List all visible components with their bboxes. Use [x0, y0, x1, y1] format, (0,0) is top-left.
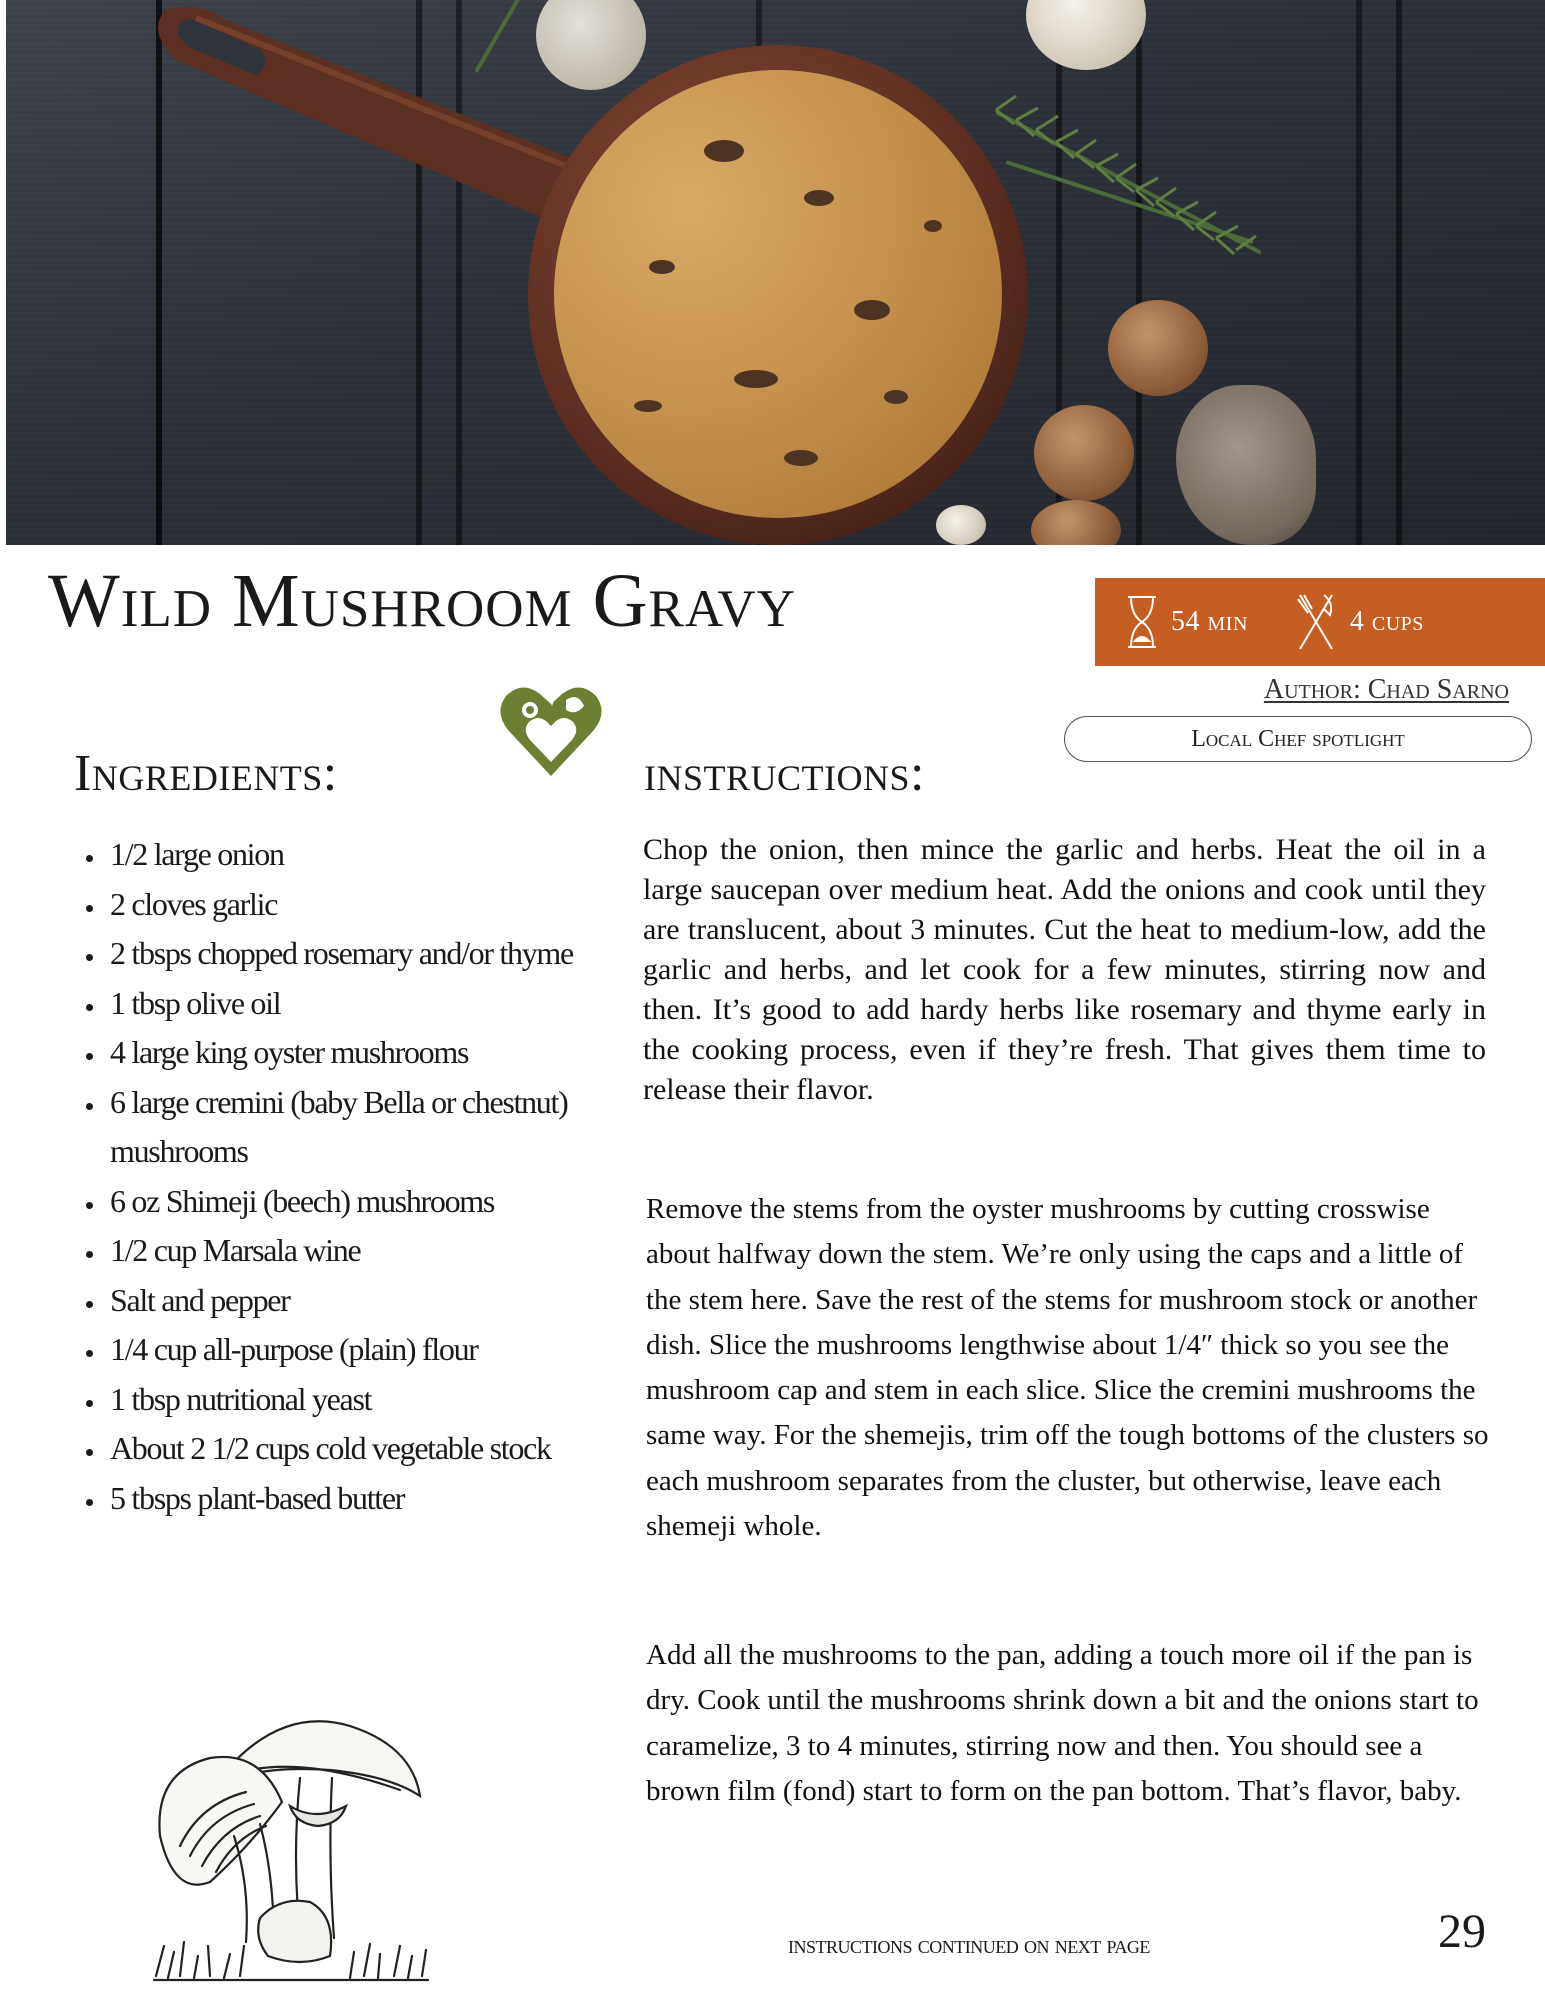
hourglass-icon	[1125, 595, 1159, 649]
time-stat	[1125, 595, 1248, 649]
ingredient-item: • 1 tbsp nutritional yeast	[106, 1375, 646, 1425]
ingredient-item: • 1/4 cup all-purpose (plain) flour	[106, 1325, 646, 1375]
cremini-mushroom	[1031, 500, 1121, 545]
cremini-mushroom	[1034, 405, 1134, 501]
ingredient-item: • 1/2 large onion	[106, 830, 646, 880]
ingredient-item: • About 2 1/2 cups cold vegetable stock	[106, 1424, 646, 1474]
ingredient-item: • 2 cloves garlic	[106, 880, 646, 930]
time-value: 54 min	[1171, 606, 1248, 637]
instruction-paragraph: Remove the stems from the oyster mushrooms by cutting crosswise about halfway down the stem. We’re only using the caps and a little of the stem here. Save the rest of the stems for mushroom stock or another dish. Slice the mushrooms lengthwise about 1/4″ thick so you see the mushroom cap and stem in each slice. Slice the cremini mushrooms the same way. For the shemejis, trim off the tough bottoms of the clusters so each mushroom separates from the cluster, but otherwise, leave each shemeji whole.	[646, 1193, 1489, 1543]
ingredient-item: • 6 oz Shimeji (beech) mushrooms	[106, 1177, 646, 1227]
wood-plank-seam	[1396, 0, 1402, 545]
ingredient-item: • 1/2 cup Marsala wine	[106, 1226, 646, 1276]
fork-knife-icon	[1294, 593, 1338, 651]
instruction-paragraph: Add all the mushrooms to the pan, adding a touch more oil if the pan is dry. Cook until the mushrooms shrink down a bit and the onions start to caramelize, 3 to 4 minutes, stirring now and then. You should see a brown film (fond) start to form on the pan bottom. That’s flavor, baby.	[646, 1639, 1479, 1807]
heart-produce-logo	[496, 672, 606, 782]
hero-photo	[6, 0, 1545, 545]
page-number: 29	[1438, 1905, 1486, 1958]
ingredients-list	[74, 830, 646, 1523]
yield-stat	[1294, 593, 1424, 651]
garlic-clove	[936, 505, 986, 545]
mushroom-illustration	[150, 1706, 432, 1988]
cremini-mushroom	[1108, 300, 1208, 396]
instructions-heading: instructions:	[644, 745, 925, 802]
recipe-title: Wild Mushroom Gravy	[48, 559, 796, 643]
ingredients-heading: Ingredients:	[74, 745, 338, 802]
ingredient-item: • 6 large cremini (baby Bella or chestnut) mushrooms	[106, 1078, 646, 1177]
mushroom-gravy	[554, 70, 1002, 518]
ingredient-item: • 1 tbsp olive oil	[106, 979, 646, 1029]
ingredient-item: • Salt and pepper	[106, 1276, 646, 1326]
instruction-paragraph: Chop the onion, then mince the garlic and herbs. Heat the oil in a large saucepan over medium heat. Add the onions and cook until they are translucent, about 3 minutes. Cut the heat to medium-low, add the garlic and herbs, and let cook for a few minutes, stirring now and then. It’s good to add hardy herbs like rosemary and thyme early in the cooking process, even if they’re fresh. That gives them time to release their flavor.	[643, 833, 1486, 1106]
ingredient-item: • 4 large king oyster mushrooms	[106, 1028, 646, 1078]
recipe-stats-bar	[1095, 578, 1545, 666]
ingredient-item: • 5 tbsps plant-based butter	[106, 1474, 646, 1524]
yield-value: 4 cups	[1349, 606, 1424, 637]
rosemary-leaves	[986, 70, 1366, 330]
ingredient-item: • 2 tbsps chopped rosemary and/or thyme	[106, 929, 646, 979]
author-credit[interactable]: Author: Chad Sarno	[1263, 674, 1509, 705]
oyster-mushroom	[1176, 385, 1316, 545]
garlic-bulb	[1026, 0, 1146, 70]
local-chef-spotlight-badge: Local Chef spotlight	[1064, 716, 1532, 762]
continued-note: instructions continued on next page	[788, 1932, 1150, 1959]
